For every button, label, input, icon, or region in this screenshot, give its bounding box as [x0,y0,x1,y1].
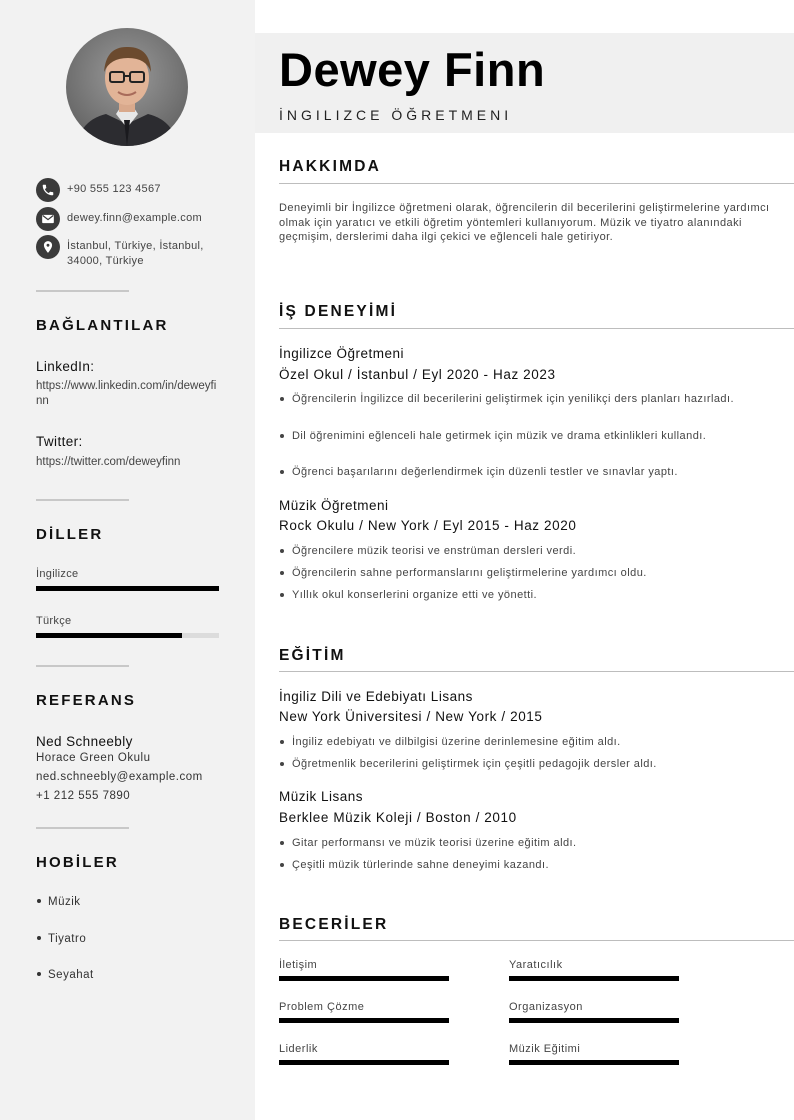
skill-level-fill [279,976,449,981]
reference-heading: REFERANS [36,692,137,709]
skill-label: Problem Çözme [279,1001,365,1013]
person-title: İNGILIZCE ÖĞRETMENI [279,107,513,123]
hobbies-heading: HOBİLER [36,854,119,871]
skill-level-bar [279,976,449,981]
reference-name: Ned Schneebly [36,734,133,749]
hobby-label: Seyahat [48,969,94,981]
contact-email [36,207,227,231]
twitter-link[interactable]: https://twitter.com/deweyfinn [36,456,181,468]
reference-phone: +1 212 555 7890 [36,790,131,802]
education-title: Müzik Lisans [279,789,364,804]
job-subtitle: Rock Okulu / New York / Eyl 2015 - Haz 2020 [279,518,577,533]
bullet-dot [37,972,41,976]
divider [36,665,129,667]
job-bullet: Dil öğrenimini eğlenceli hale getirmek için müzik ve drama etkinlikleri kullandı. [279,429,759,444]
language-level-bar [36,586,219,591]
section-rule [279,328,794,329]
hobby-label: Müzik [48,896,81,908]
reference-email[interactable]: ned.schneebly@example.com [36,771,203,783]
language-level-fill [36,633,182,638]
job-bullet: Öğrenci başarılarını değerlendirmek için düzenli testler ve sınavlar yaptı. [279,465,759,480]
skill-level-bar [279,1060,449,1065]
email-text[interactable]: dewey.finn@example.com [67,212,202,224]
experience-heading: İŞ DENEYİMİ [279,303,398,320]
skills-heading: BECERİLER [279,916,389,933]
education-title: İngiliz Dili ve Edebiyatı Lisans [279,689,473,704]
education-subtitle: New York Üniversitesi / New York / 2015 [279,709,543,724]
about-heading: HAKKIMDA [279,158,381,175]
envelope-icon [36,207,60,231]
skill-label: Organizasyon [509,1001,583,1013]
job-bullet: Öğrencilerin İngilizce dil becerilerini geliştirmek için yenilikçi ders planları hazırladı. [279,392,759,407]
hobby-item [37,969,94,981]
hobby-item [37,896,81,908]
location-pin-icon [36,235,60,259]
education-bullet: Çeşitli müzik türlerinde sahne deneyimi kazandı. [279,858,759,873]
job-title: Müzik Öğretmeni [279,498,389,513]
languages-heading: DİLLER [36,526,104,543]
language-label: İngilizce [36,568,79,580]
main-content [255,0,794,1120]
job-title: İngilizce Öğretmeni [279,346,405,361]
job-bullet: Öğrencilerin sahne performanslarını geliştirmelerine yardımcı oldu. [279,566,759,581]
avatar [66,28,188,146]
job-subtitle: Özel Okul / İstanbul / Eyl 2020 - Haz 2023 [279,367,556,382]
reference-org: Horace Green Okulu [36,752,151,764]
divider [36,827,129,829]
skill-level-fill [279,1060,449,1065]
bullet-dot [37,899,41,903]
job-bullet: Yıllık okul konserlerini organize etti ve yönetti. [279,588,759,603]
divider [36,290,129,292]
skill-level-fill [509,1060,679,1065]
twitter-label: Twitter: [36,434,83,449]
section-rule [279,183,794,184]
phone-text: +90 555 123 4567 [67,183,161,195]
hobby-item [37,933,86,945]
links-heading: BAĞLANTILAR [36,317,169,334]
education-bullet: Gitar performansı ve müzik teorisi üzerine eğitim aldı. [279,836,759,851]
contact-address [36,235,227,269]
language-level-bar [36,633,219,638]
skill-level-fill [509,1018,679,1023]
skill-label: Liderlik [279,1043,318,1055]
address-text: İstanbul, Türkiye, İstanbul, 34000, Türkiye [67,240,204,267]
skill-level-fill [509,976,679,981]
education-subtitle: Berklee Müzik Koleji / Boston / 2010 [279,810,517,825]
education-bullet: Öğretmenlik becerilerini geliştirmek için çeşitli pedagojik dersler aldı. [279,757,759,772]
bullet-dot [37,936,41,940]
skill-level-bar [509,1018,679,1023]
education-heading: EĞİTİM [279,647,346,664]
language-level-fill [36,586,219,591]
skill-level-fill [279,1018,449,1023]
language-label: Türkçe [36,615,72,627]
sidebar [0,0,255,1120]
skill-level-bar [509,976,679,981]
skill-level-bar [279,1018,449,1023]
skill-level-bar [509,1060,679,1065]
section-rule [279,671,794,672]
job-bullet: Öğrencilere müzik teorisi ve enstrüman dersleri verdi. [279,544,759,559]
skill-label: İletişim [279,959,318,971]
phone-icon [36,178,60,202]
skill-label: Müzik Eğitimi [509,1043,581,1055]
section-rule [279,940,794,941]
linkedin-label: LinkedIn: [36,359,95,374]
education-bullet: İngiliz edebiyatı ve dilbilgisi üzerine derinlemesine eğitim aldı. [279,735,759,750]
skill-label: Yaratıcılık [509,959,563,971]
person-name: Dewey Finn [279,43,546,96]
hobby-label: Tiyatro [48,933,87,945]
contact-phone [36,178,227,202]
about-text: Deneyimli bir İngilizce öğretmeni olarak, öğrencilerin dil becerilerini geliştirmelerine yardımcı olmak için yaratıcı ve etkili öğretim yöntemleri kullanıyorum. Müzik ve tiyatro alanındaki geçmişim, derslerimi daha ilgi çekici ve eğlenceli hale getiriyor. [279,202,770,243]
divider [36,499,129,501]
linkedin-link[interactable]: https://www.linkedin.com/in/deweyfinn [36,380,217,407]
